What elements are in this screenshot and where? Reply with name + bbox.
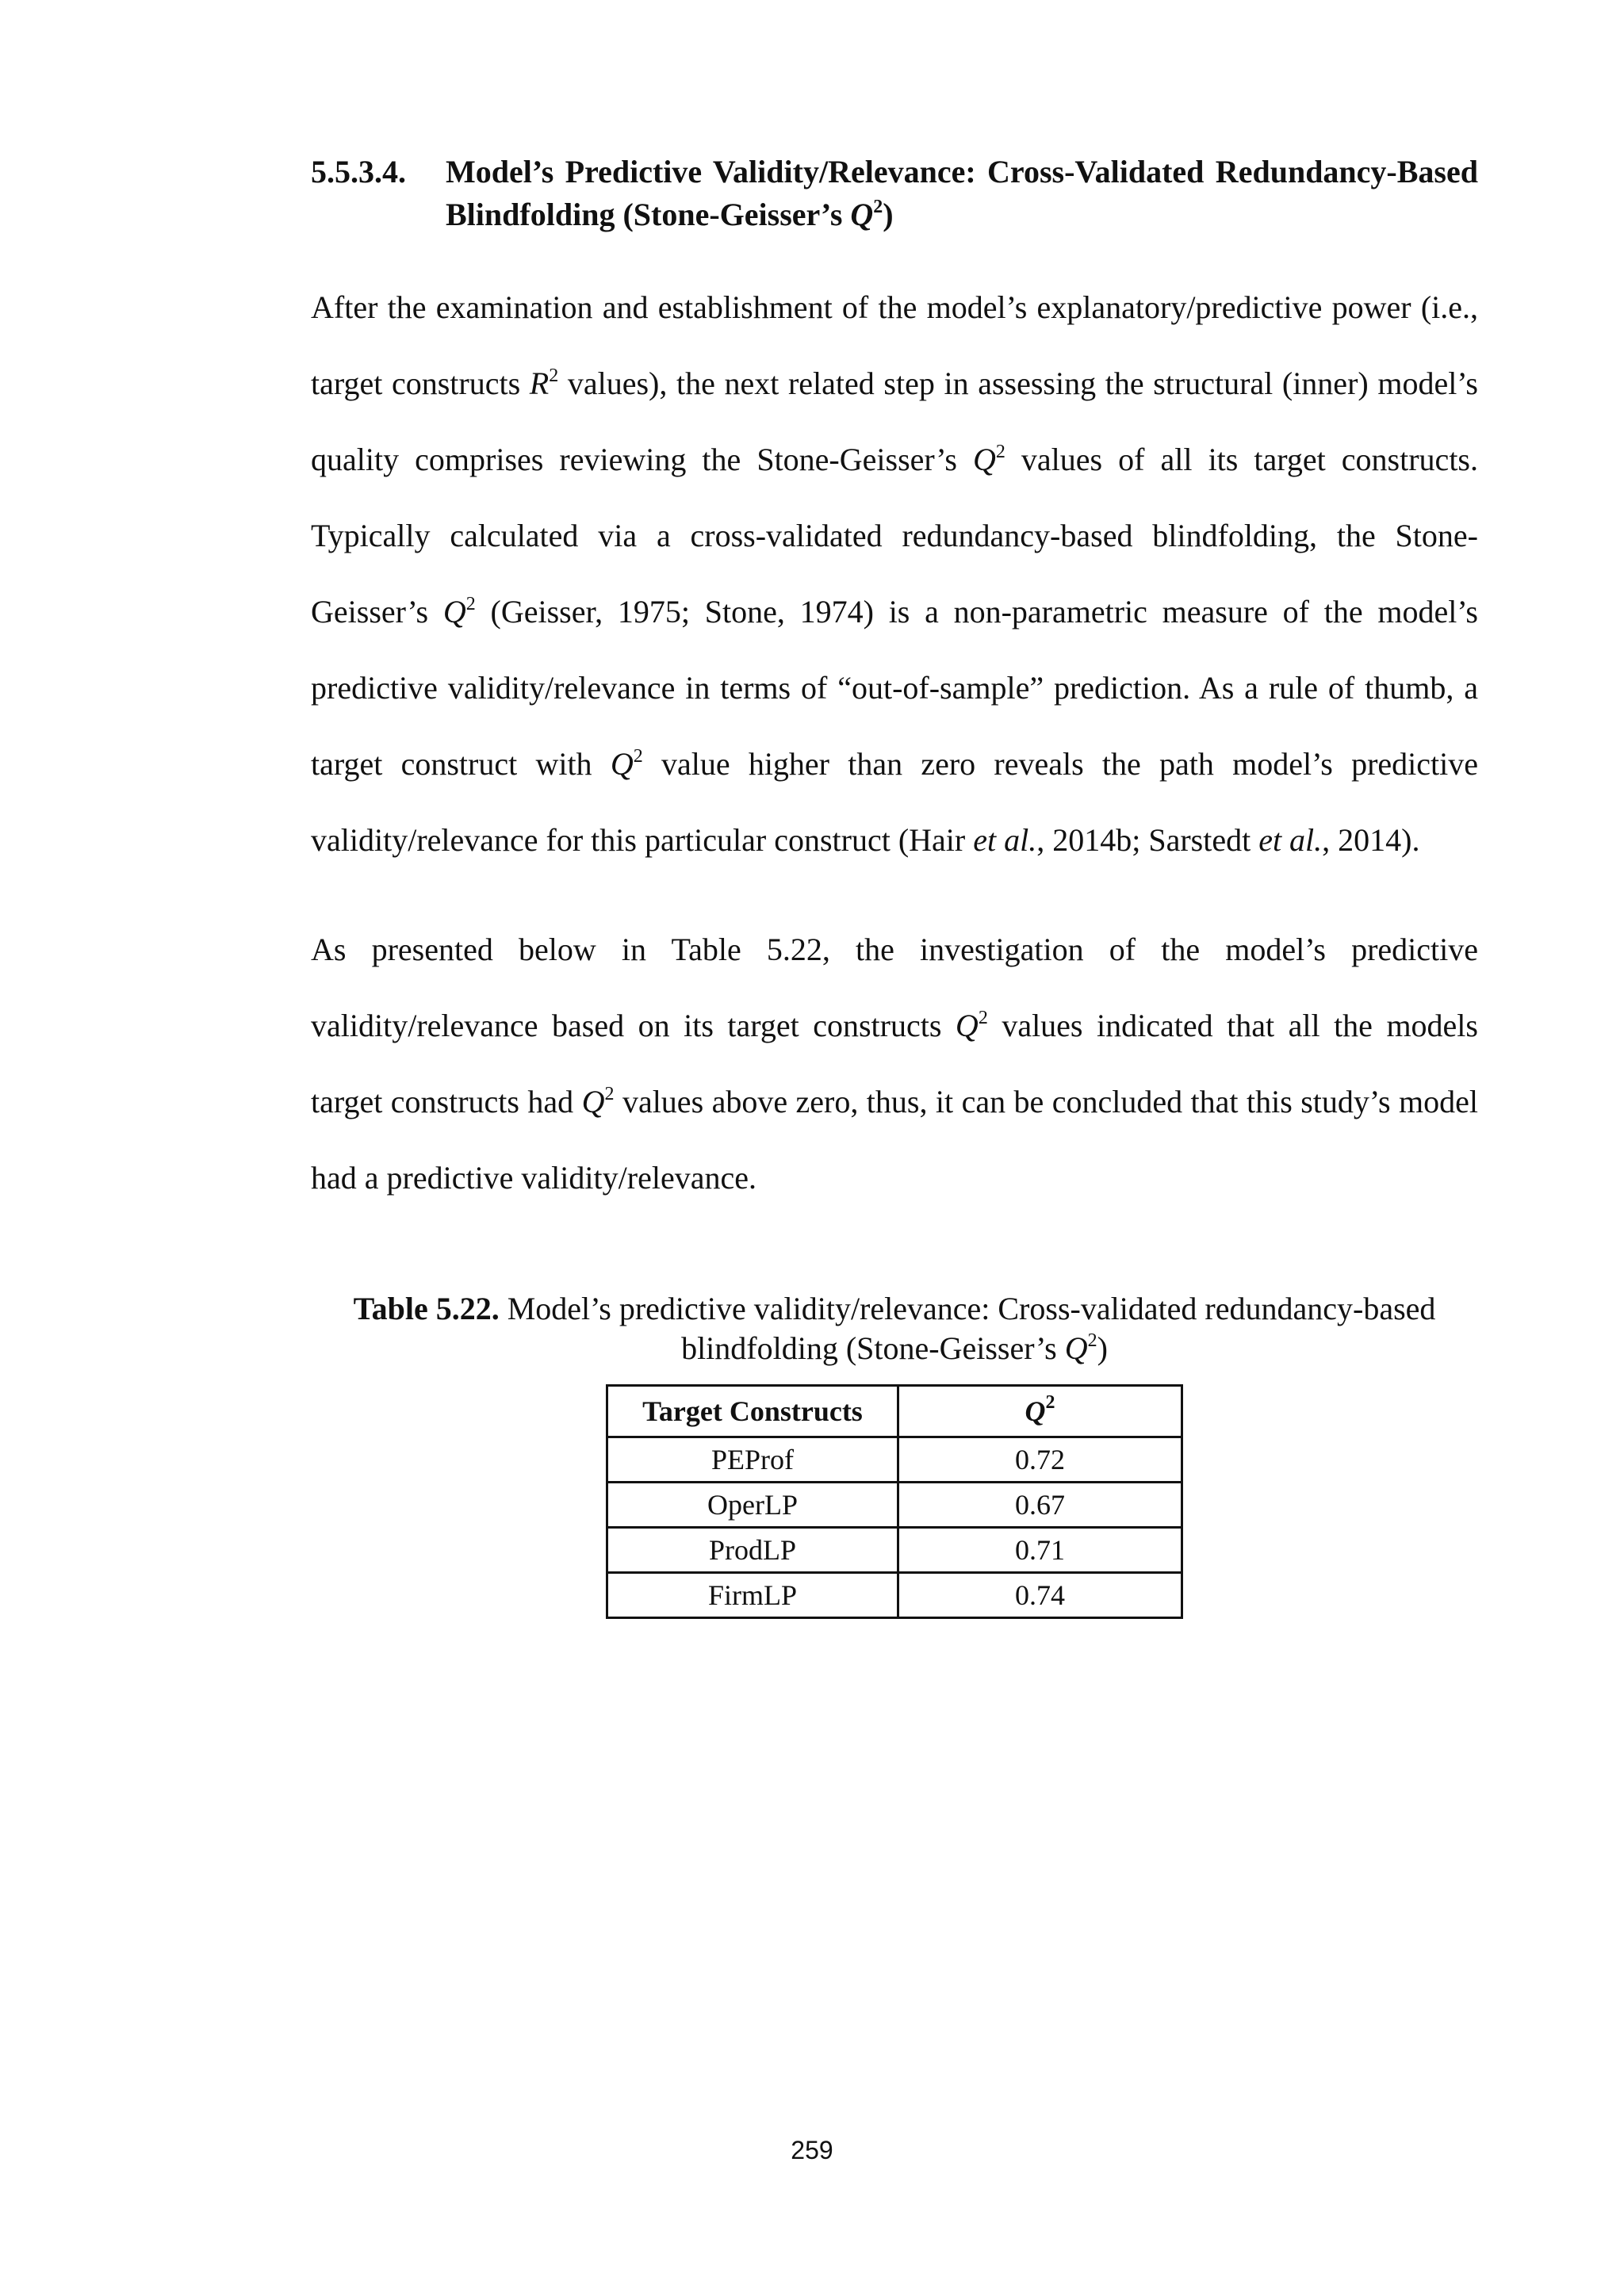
paragraph-1: After the examination and establishment of the model’s explanatory/predictive power (i.e., target constructs $R^2$ values), the next related step in assessing the structural (inner) model’s quality comprises reviewing the Stone-Geisser’s $Q^2$ values of all its target constructs. Typically calculated via a cross-validated redundancy-based blindfolding, the Stone-Geisser’s $Q^2$ (Geisser, 1975; Stone, 1974) is a non-parametric measure of the model’s predictive validity/relevance in terms of “out-of-sample” prediction. As a rule of thumb, a target construct with $Q^2$ value higher than zero reveals the path model’s predictive validity/relevance for this particular construct (Hair et al., 2014b; Sarstedt et al., 2014). <box>311 289 1479 858</box>
q2-value-cell: 0.72 <box>898 1437 1182 1483</box>
q2-value-cell: 0.67 <box>898 1483 1182 1528</box>
paragraph-2: As presented below in Table 5.22, the investigation of the model’s predictive validity/relevance based on its target constructs $Q^2$ values indicated that all the models target constructs had $Q^2$ values above zero, thus, it can be concluded that this study’s model had a predictive validity/relevance. <box>311 932 1478 1196</box>
page-number: 259 <box>791 2136 833 2164</box>
section-title: Model’s Predictive Validity/Relevance: Cross-Validated Redundancy-Based Blindfolding (Stone-Geisser’s $Q^2$) <box>446 154 1478 232</box>
q2-value-cell: 0.71 <box>898 1528 1182 1573</box>
table-row <box>607 1437 1182 1483</box>
page-content <box>311 151 1478 1619</box>
table-row <box>607 1528 1182 1573</box>
table-row <box>607 1573 1182 1618</box>
header-q2: $Q^2$ <box>898 1386 1182 1437</box>
section-number: 5.5.3.4. <box>311 154 406 189</box>
construct-cell: PEProf <box>607 1437 898 1483</box>
table-header-row <box>607 1386 1182 1437</box>
table-row <box>607 1483 1182 1528</box>
table-caption: Table 5.22. Model’s predictive validity/relevance: Cross-validated redundancy-based blindfolding (Stone-Geisser’s $Q^2$) <box>353 1291 1436 1366</box>
construct-cell: OperLP <box>607 1483 898 1528</box>
header-target-constructs: Target Constructs <box>607 1386 898 1437</box>
q2-value-cell: 0.74 <box>898 1573 1182 1618</box>
q2-table <box>606 1384 1183 1619</box>
section-heading <box>311 151 1478 236</box>
construct-cell: ProdLP <box>607 1528 898 1573</box>
construct-cell: FirmLP <box>607 1573 898 1618</box>
